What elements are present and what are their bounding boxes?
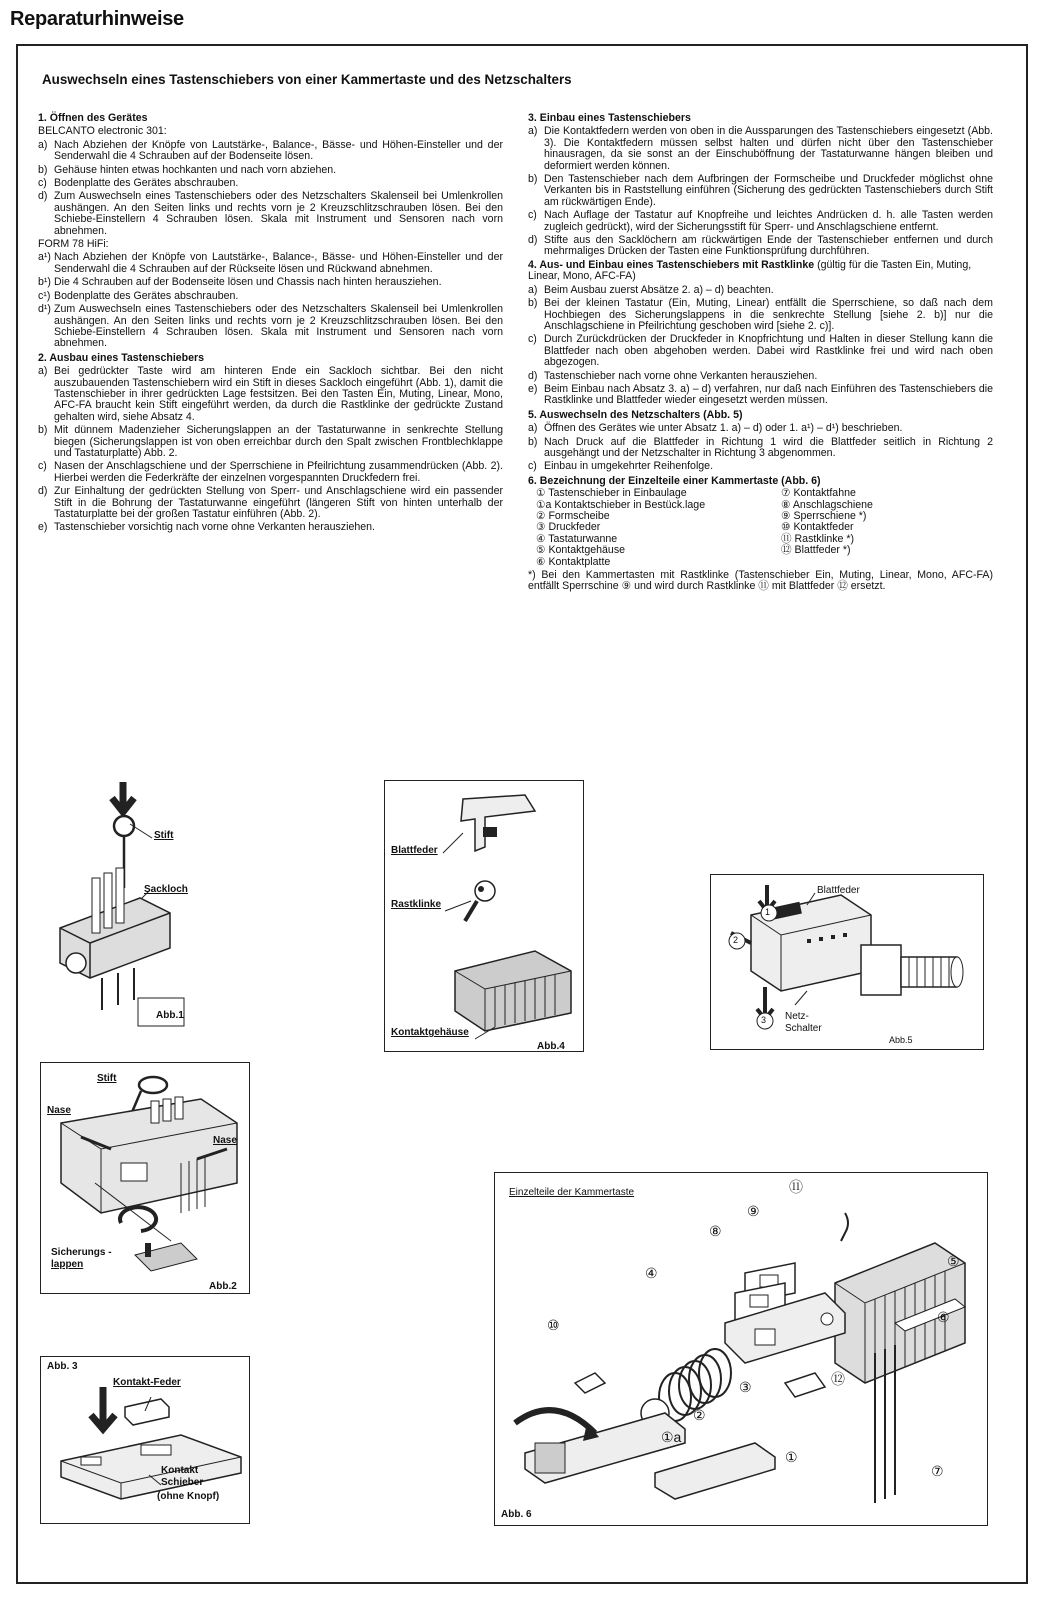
step-text: Mit dünnem Madenzieher Sicherungslappen an der Tastaturwanne in senkrechte Stellung biegen (Sicherungslappen ist von oben erreichbar durch den Spalt zwischen Frontblechklappe und Tastaturplatte) Abb. 2.	[54, 424, 503, 459]
part-item: ⑪ Rastklinke *)	[781, 532, 854, 545]
step-text: Durch Zurückdrücken der Druckfeder in Knopfrichtung und Halten in dieser Stellung kann die Blattfeder nach oben abgehoben werden. Dabei wird Rastklinke frei und wird nach oben abgezogen.	[544, 333, 993, 369]
label-lappen: lappen	[51, 1259, 84, 1270]
label-blattfeder: Blattfeder	[817, 885, 860, 896]
step-text: Nach Abziehen der Knöpfe von Lautstärke-, Balance-, Bässe- und Höhen-Einsteller und der Senderwahl die 4 Schrauben auf der Bodenseite lösen.	[54, 138, 503, 163]
label-kontakt-feder: Kontakt-Feder	[113, 1377, 181, 1388]
part-item: ② Formscheibe	[536, 510, 610, 522]
step-text: Den Tastenschieber nach dem Aufbringen der Formscheibe und Druckfeder möglichst ohne Verkanten bis in Raststellung einführen (Sicherung des gedrückten Tastenschiebers durch Stift am rückwärtigen Ende).	[544, 173, 993, 208]
figure-title: Einzelteile der Kammertaste	[509, 1187, 635, 1198]
step-text: Öffnen des Gerätes wie unter Absatz 1. a) – d) oder 1. a¹) – d¹) beschrieben.	[544, 422, 903, 435]
figure-abb1	[40, 778, 188, 1028]
step-text: Einbau in umgekehrter Reihenfolge.	[544, 460, 714, 473]
step-2d	[38, 486, 503, 520]
step-label: c)	[528, 460, 537, 473]
step-text: Zum Auswechseln eines Tastenschiebers oder des Netzschalters Skalenseil bei Umlenkrollen aushängen. An den Seiten links und rechts vorn je 2 Kreuzschlitzschrauben lösen. Bei den Schiebe-Einstellern 4 Schrauben lösen. Skala mit Instrument und Sensoren nach vorn abnehmen.	[54, 190, 503, 237]
step-5a	[528, 423, 993, 434]
step-3a	[528, 126, 993, 172]
step-label: a)	[528, 422, 538, 435]
figure-abb3	[40, 1356, 250, 1524]
part-item: ⑫ Blattfeder *)	[781, 544, 851, 557]
part-item: ① Tastenschieber in Einbaulage	[536, 487, 687, 500]
callout-11: ⑪	[789, 1179, 803, 1195]
step-label: a)	[38, 138, 48, 151]
marker-2: 2	[733, 935, 739, 945]
step-1c	[38, 178, 503, 189]
step-text: Nach Abziehen der Knöpfe von Lautstärke-, Balance-, Bässe- und Höhen-Einsteller und der Senderwahl die 4 Schrauben auf der Rückseite lösen und Rückwand abnehmen.	[54, 251, 503, 275]
step-text: Nach Auflage der Tastatur auf Knopfreihe und leichtes Andrücken d. h. alle Tasten werden zugleich gedrückt), wird der Sicherungsstift für Sperr- und Anschlagschiene entfernt.	[544, 209, 993, 233]
callout-1: ①	[785, 1449, 798, 1465]
part-item: ⑤ Kontaktgehäuse	[536, 544, 626, 557]
label-blattfeder: Blattfeder	[391, 845, 438, 856]
callout-5: ⑤	[947, 1253, 960, 1269]
step-text: Zur Einhaltung der gedrückten Stellung von Sperr- und Anschlagschiene wird ein passender Stift in die Bohrung der Tastaturwanne eingeführt (längeren Stift von hinten unterhalb der Tastaturplatte bei der großen Tastatur einführen (Abb. 2).	[54, 485, 503, 520]
step-4c	[528, 334, 993, 368]
label-sackloch: Sackloch	[144, 884, 188, 895]
figure-caption: Abb.5	[889, 1035, 913, 1045]
callout-1a: ①a	[661, 1429, 682, 1445]
label-kontakt: Kontakt	[161, 1465, 199, 1476]
section-4-heading	[528, 260, 993, 283]
step-1a	[38, 140, 503, 163]
step-label: b)	[528, 297, 538, 310]
abb5-drawing	[711, 875, 985, 1051]
step-text: Die 4 Schrauben auf der Bodenseite lösen und Chassis nach hinten herausziehen.	[54, 276, 442, 289]
footnote	[528, 570, 993, 593]
model-belcanto: BELCANTO electronic 301:	[38, 125, 167, 138]
label-schieber: Schieber	[161, 1477, 204, 1488]
step-1d1	[38, 304, 503, 350]
step-label: d¹)	[38, 303, 51, 316]
figure-abb4	[384, 780, 584, 1052]
part-item: ⑨ Sperrschiene *)	[781, 510, 867, 522]
step-2a	[38, 366, 503, 423]
part-item: ④ Tastaturwanne	[536, 532, 618, 545]
right-text-column	[528, 110, 993, 593]
label-nase-left: Nase	[47, 1105, 71, 1116]
callout-7: ⑦	[931, 1463, 944, 1479]
step-label: b¹)	[38, 276, 51, 289]
label-stift: Stift	[154, 830, 174, 841]
abb1-drawing	[40, 778, 188, 1028]
step-label: b)	[528, 435, 538, 448]
figure-abb6	[494, 1172, 988, 1526]
step-label: a¹)	[38, 251, 51, 264]
label-rastklinke: Rastklinke	[391, 899, 442, 910]
part-item: ①a Kontaktschieber in Bestück.lage	[536, 498, 706, 511]
step-text: Tastenschieber vorsichtig nach vorne ohne Verkanten herausziehen.	[54, 521, 375, 534]
step-label: a)	[528, 283, 538, 296]
step-3d	[528, 235, 993, 258]
step-1b	[38, 165, 503, 176]
callout-3: ③	[739, 1379, 752, 1395]
step-1b1	[38, 277, 503, 288]
label-nase-right: Nase	[213, 1135, 237, 1146]
step-4d	[528, 371, 993, 382]
footnote-text: *) Bei den Kammertasten mit Rastklinke (Tastenschieber Ein, Muting, Linear, Mono, AFC-FA) entfällt Sperrschine ⑨ und wird durch Rastklinke ⑪ mit Blattfeder ⑫ ersetzt.	[528, 569, 993, 593]
step-2e	[38, 522, 503, 533]
part-item: ⑩ Kontaktfeder	[781, 521, 854, 534]
figure-abb2	[40, 1062, 250, 1294]
step-text: Beim Einbau nach Absatz 3. a) – d) verfahren, nur daß nach Einführen des Tastenschiebers die Rastklinke und Blattfeder wieder eingesetzt werden müssen.	[544, 382, 993, 407]
step-1c1	[38, 291, 503, 302]
callout-8: ⑧	[709, 1223, 722, 1239]
step-text: Nach Druck auf die Blattfeder in Richtung 1 wird die Blattfeder seitlich in Richtung 2 ausgehängt und der Netzschalter in Richtung 3 abgenommen.	[544, 435, 993, 459]
label-schalter: Schalter	[785, 1023, 822, 1034]
callout-12: ⑫	[831, 1371, 845, 1387]
figure-caption: Abb.4	[537, 1041, 565, 1052]
label-netz: Netz-	[785, 1011, 809, 1022]
step-label: e)	[528, 382, 538, 395]
part-item: ③ Druckfeder	[536, 521, 601, 534]
callout-10: ⑩	[547, 1317, 560, 1333]
step-text: Die Kontaktfedern werden von oben in die Aussparungen des Tastenschiebers eingesetzt (Abb. 3). Die Kontaktfedern müssen selbst halten und dürfen nicht über den Tastenschieber hinausragen, da sie sonst an der Einschuböffnung der Tastaturwanne hängen bleiben und deformiert werden können.	[544, 125, 993, 172]
marker-1: 1	[765, 907, 771, 917]
figure-caption: Abb. 3	[47, 1361, 78, 1372]
step-label: a)	[528, 125, 538, 138]
step-2b	[38, 425, 503, 459]
step-label: b)	[38, 424, 48, 437]
section-3-title: 3. Einbau eines Tastenschiebers	[528, 112, 691, 124]
abb4-drawing	[385, 781, 585, 1053]
step-label: d)	[528, 234, 538, 247]
step-3c	[528, 210, 993, 233]
step-text: Tastenschieber nach vorne ohne Verkanten herausziehen.	[544, 369, 818, 382]
figure-caption: Abb.2	[209, 1281, 237, 1292]
part-item: ⑥ Kontaktplatte	[536, 555, 611, 568]
callout-4: ④	[645, 1265, 658, 1281]
part-item: ⑧ Anschlagschiene	[781, 498, 873, 511]
figure-caption: Abb. 6	[501, 1509, 532, 1520]
marker-3: 3	[761, 1015, 767, 1025]
step-label: c)	[528, 209, 537, 222]
step-4e	[528, 384, 993, 407]
page-title: Reparaturhinweise	[10, 8, 184, 30]
step-3b	[528, 174, 993, 208]
step-label: c¹)	[38, 289, 51, 302]
part-item	[781, 557, 981, 568]
section-4-scope: (gültig für die Tasten Ein, Muting, Linear, Mono, AFC-FA)	[528, 258, 972, 283]
step-5c	[528, 461, 993, 472]
step-text: Zum Auswechseln eines Tastenschiebers oder des Netzschalters Skalenseil bei Umlenkrollen aushängen. An den Seiten links und rechts vorn je 2 Kreuzschlitzschrauben lösen. Bei den Schiebe-Einstellern 4 Schrauben lösen. Skala mit Instrument und Sensoren nach vorn abnehmen.	[54, 303, 503, 350]
step-label: b)	[528, 173, 538, 186]
step-2c	[38, 461, 503, 484]
section-4-title: 4. Aus- und Einbau eines Tastenschiebers mit Rastklinke	[528, 258, 815, 271]
step-text: Gehäuse hinten etwas hochkanten und nach vorn abziehen.	[54, 163, 337, 176]
step-1d	[38, 191, 503, 237]
step-text: Stifte aus den Sacklöchern am rückwärtigen Ende der Tastenschieber entfernen und durch mehrmaliges Drücken der Tasten eine Funktionsprüfung durchführen.	[544, 234, 993, 258]
label-sicherungs: Sicherungs -	[51, 1247, 112, 1258]
section-5-title: 5. Auswechseln des Netzschalters (Abb. 5)	[528, 408, 743, 421]
parts-list	[536, 488, 993, 568]
label-ohne-knopf: (ohne Knopf)	[157, 1491, 220, 1502]
document-subtitle: Auswechseln eines Tastenschiebers von einer Kammertaste und des Netzschalters	[42, 72, 572, 87]
step-text: Bodenplatte des Gerätes abschrauben.	[54, 289, 239, 302]
step-label: c)	[528, 333, 537, 346]
step-label: c)	[38, 460, 47, 473]
step-text: Beim Ausbau zuerst Absätze 2. a) – d) beachten.	[544, 283, 774, 296]
left-text-column	[38, 110, 503, 534]
section-6-title: 6. Bezeichnung der Einzelteile einer Kammertaste (Abb. 6)	[528, 474, 821, 487]
part-item: ⑦ Kontaktfahne	[781, 487, 856, 500]
callout-6: ⑥	[937, 1309, 950, 1325]
step-text: Bei gedrückter Taste wird am hinteren Ende ein Sackloch sichtbar. Bei den nicht auszubauenden Tastenschiebern wird ein Stift in dieses Sackloch eingeführt (Abb. 1), damit die Tastenschieber in ihrer gedrückten Lage festsitzen. Bei den Tasten Ein, Muting, Linear, Mono, AFC-FA braucht kein Stift eingeführt werden, da durch die Rastklinke der gedrückte Zustand gehalten wird, siehe Absatz 4.	[54, 365, 503, 423]
step-5b	[528, 437, 993, 460]
label-stift: Stift	[97, 1073, 117, 1084]
model-form78: FORM 78 HiFi:	[38, 238, 109, 251]
callout-2: ②	[693, 1407, 706, 1423]
step-4a	[528, 285, 993, 296]
figure-caption: Abb.1	[156, 1010, 184, 1021]
step-label: d)	[38, 485, 48, 498]
step-label: d)	[528, 369, 538, 382]
step-label: c)	[38, 177, 47, 190]
section-1-title: 1. Öffnen des Gerätes	[38, 112, 148, 124]
step-text: Bodenplatte des Gerätes abschrauben.	[54, 177, 239, 190]
step-1a1	[38, 252, 503, 275]
step-label: d)	[38, 190, 48, 203]
figure-abb5	[710, 874, 984, 1050]
step-4b	[528, 298, 993, 332]
step-text: Bei der kleinen Tastatur (Ein, Muting, Linear) entfällt die Sperrschiene, so daß nach dem Hochbiegen des Sicherungslappens in die senkrechte Stellung [siehe 2. b)] nur die Anschlagschiene in Pfeilrichtung geschoben wird [siehe 2. c)].	[544, 297, 993, 332]
callout-9: ⑨	[747, 1203, 760, 1219]
step-label: e)	[38, 521, 48, 534]
abb6-drawing	[495, 1173, 989, 1527]
label-kontaktgehaeuse: Kontaktgehäuse	[391, 1027, 469, 1038]
step-label: a)	[38, 365, 48, 378]
section-2-title: 2. Ausbau eines Tastenschiebers	[38, 351, 205, 364]
step-text: Nasen der Anschlagschiene und der Sperrschiene in Pfeilrichtung zusammendrücken (Abb. 2). Hierbei werden die Federkräfte der einzelnen vorgespannten Druckfedern frei.	[54, 460, 503, 484]
step-label: b)	[38, 163, 48, 176]
